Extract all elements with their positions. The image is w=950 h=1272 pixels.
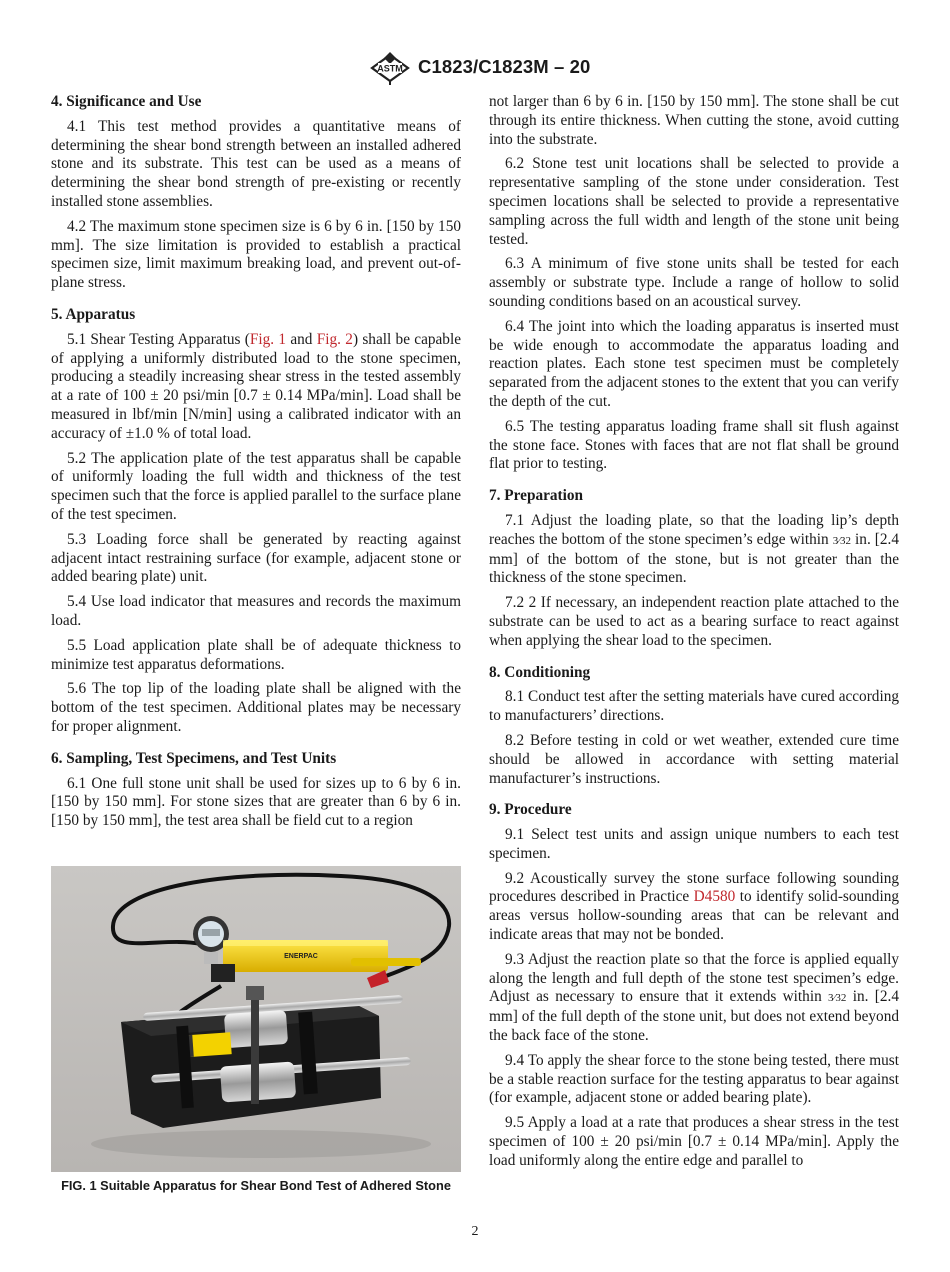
right-column: [489, 93, 899, 1177]
section-7-heading: 7. Preparation: [489, 487, 584, 505]
paragraph-5-1-start: 5.1 Shear Testing Apparatus (: [67, 330, 250, 348]
paragraph-9-1: 9.1 Select test units and assign unique numbers to each test specimen.: [489, 826, 899, 862]
apparatus-illustration: [51, 866, 461, 1172]
paragraph-7-1-start: 7.1 Adjust the loading plate, so that the loading lip’s depth reaches the bottom of the stone specimen’s edge within: [489, 511, 899, 548]
paragraph-9-3: [489, 951, 899, 1046]
paragraph-5-3: 5.3 Loading force shall be generated by reacting against adjacent intact restraining surface (for example, adjacent stone or added bearing plate) unit.: [51, 530, 461, 586]
paragraph-5-1: [51, 331, 461, 444]
fraction-3-32: 3⁄32: [828, 992, 847, 1005]
paragraph-7-1: [489, 512, 899, 588]
paragraph-6-5: 6.5 The testing apparatus loading frame shall sit flush against the stone face. Stones with faces that are not flat shall be ground flat prior to testing.: [489, 417, 899, 473]
figure-1-caption: FIG. 1 Suitable Apparatus for Shear Bond Test of Adhered Stone: [61, 1178, 451, 1193]
paragraph-9-5: 9.5 Apply a load at a rate that produces a shear stress in the test specimen of 100 ± 20 psi/min [0.7 ± 0.14 MPa/min]. Apply the load uniformly along the entire edge and parallel to: [489, 1114, 899, 1169]
figure-1-photo: [51, 866, 461, 1172]
paragraph-8-1: 8.1 Conduct test after the setting materials have cured according to manufacturers’ directions.: [489, 688, 899, 725]
page-header: [0, 50, 950, 90]
paragraph-7-2: 7.2 2 If necessary, an independent reaction plate attached to the substrate can be used to act as a bearing surface to react against when applying the shear load to the specimen.: [489, 594, 899, 649]
paragraph-4-2: 4.2 The maximum stone specimen size is 6 by 6 in. [150 by 150 mm]. The size limitation is provided to establish a practical specimen size, limit maximum breaking load, and prevent out-of-plane stress.: [51, 217, 461, 292]
paragraph-5-4: 5.4 Use load indicator that measures and records the maximum load.: [51, 593, 461, 629]
paragraph-6-1: 6.1 One full stone unit shall be used for sizes up to 6 by 6 in. [150 by 150 mm]. For stone sizes that are greater than 6 by 6 in. [150 by 150 mm], the test area shall be field cut to a region: [51, 774, 461, 830]
paragraph-5-1-end: ) shall be capable of applying a uniformly distributed load to the stone specimen, producing a steadily increasing shear stress in the tested assembly at a rate of 100 ± 20 psi/min [0.7 ± 0.14 MPa/min]. Load shall be measured in lbf/min [N/min] using a calibrated indicator with an accuracy of ±1.0 % of total load.: [51, 330, 461, 442]
document-id: C1823/C1823M – 20: [418, 56, 591, 77]
page-number: 2: [471, 1224, 479, 1239]
left-column: [51, 93, 461, 837]
paragraph-6-4: 6.4 The joint into which the loading apparatus is inserted must be wide enough to accommodate the apparatus loading and reaction plates. Each stone test specimen must be completely separated from the adjacent stones to the extent that you can verify the depth of the cut.: [489, 317, 899, 410]
paragraph-5-2: 5.2 The application plate of the test apparatus shall be capable of uniformly loading the full width and thickness of the test specimen such that the force is applied parallel to the surface plane of the test specimen.: [51, 449, 461, 523]
section-6-heading: 6. Sampling, Test Specimens, and Test Units: [51, 749, 337, 767]
paragraph-6-2: 6.2 Stone test unit locations shall be selected to provide a representative sampling of the stone under consideration. Test specimen locations shall be selected to provide a representative sampling across the full width and length of the stone unit being tested.: [489, 155, 899, 248]
section-9-heading: 9. Procedure: [489, 801, 572, 819]
paragraph-9-2-start: 9.2 Acoustically survey the stone surface following sounding procedures described in Practice: [489, 869, 899, 906]
paragraph-5-5: 5.5 Load application plate shall be of adequate thickness to minimize test apparatus deformations.: [51, 636, 461, 673]
svg-text:ASTM: ASTM: [377, 63, 403, 74]
paragraph-5-6: 5.6 The top lip of the loading plate shall be aligned with the bottom of the test specimen. Additional plates may be necessary for proper alignment.: [51, 680, 461, 735]
svg-text:ENERPAC: ENERPAC: [284, 953, 318, 960]
paragraph-7-1-end: in. [2.4 mm] of the bottom of the stone, but is not greater than the thickness of the stone specimen.: [489, 530, 899, 587]
paragraph-5-1-and: and: [286, 330, 317, 348]
section-8-heading: 8. Conditioning: [489, 663, 591, 681]
paragraph-9-2-end: to identify solid-sounding areas versus hollow-sounding areas that can be relevant and indicate areas that may not be bonded.: [489, 888, 900, 944]
fig-2-link[interactable]: Fig. 2: [316, 330, 353, 348]
paragraph-9-3-start: 9.3 Adjust the reaction plate so that the force is applied equally along the length and full depth of the stone test specimen’s edge. Adjust as necessary to ensure that it extends within: [489, 950, 899, 1006]
section-4-heading: 4. Significance and Use: [51, 93, 202, 110]
astm-logo-icon: [369, 50, 411, 86]
section-5-heading: 5. Apparatus: [51, 305, 136, 323]
paragraph-8-2: 8.2 Before testing in cold or wet weather, extended cure time should be allowed in accordance with setting material manufacturer’s instructions.: [489, 731, 899, 787]
paragraph-9-4: 9.4 To apply the shear force to the stone being tested, there must be a stable reaction surface for the testing apparatus to bear against (for example, adjacent stone or added bearing plate).: [489, 1051, 899, 1107]
paragraph-6-1-continued: not larger than 6 by 6 in. [150 by 150 mm]. The stone shall be cut through its entire thickness. When cutting the stone, avoid cutting into the substrate.: [489, 93, 899, 148]
fig-1-link[interactable]: Fig. 1: [249, 330, 287, 348]
paragraph-6-3: 6.3 A minimum of five stone units shall be tested for each assembly or substrate type. Include a range of hollow to solid sounding conditions based on an acoustical survey.: [489, 255, 899, 310]
paragraph-9-2: [489, 870, 899, 945]
fraction-3-32: 3⁄32: [832, 534, 852, 547]
d4580-link[interactable]: D4580: [693, 888, 736, 906]
paragraph-9-3-end: in. [2.4 mm] of the full depth of the stone unit, but does not extend beyond the back face of the stone.: [489, 988, 899, 1045]
paragraph-4-1: 4.1 This test method provides a quantitative means of determining the shear bond strength between an installed adhered stone and its substrate. This test can be used as a means of determining the shear bond strength of pre-existing or recently installed stone assemblies.: [51, 117, 461, 210]
